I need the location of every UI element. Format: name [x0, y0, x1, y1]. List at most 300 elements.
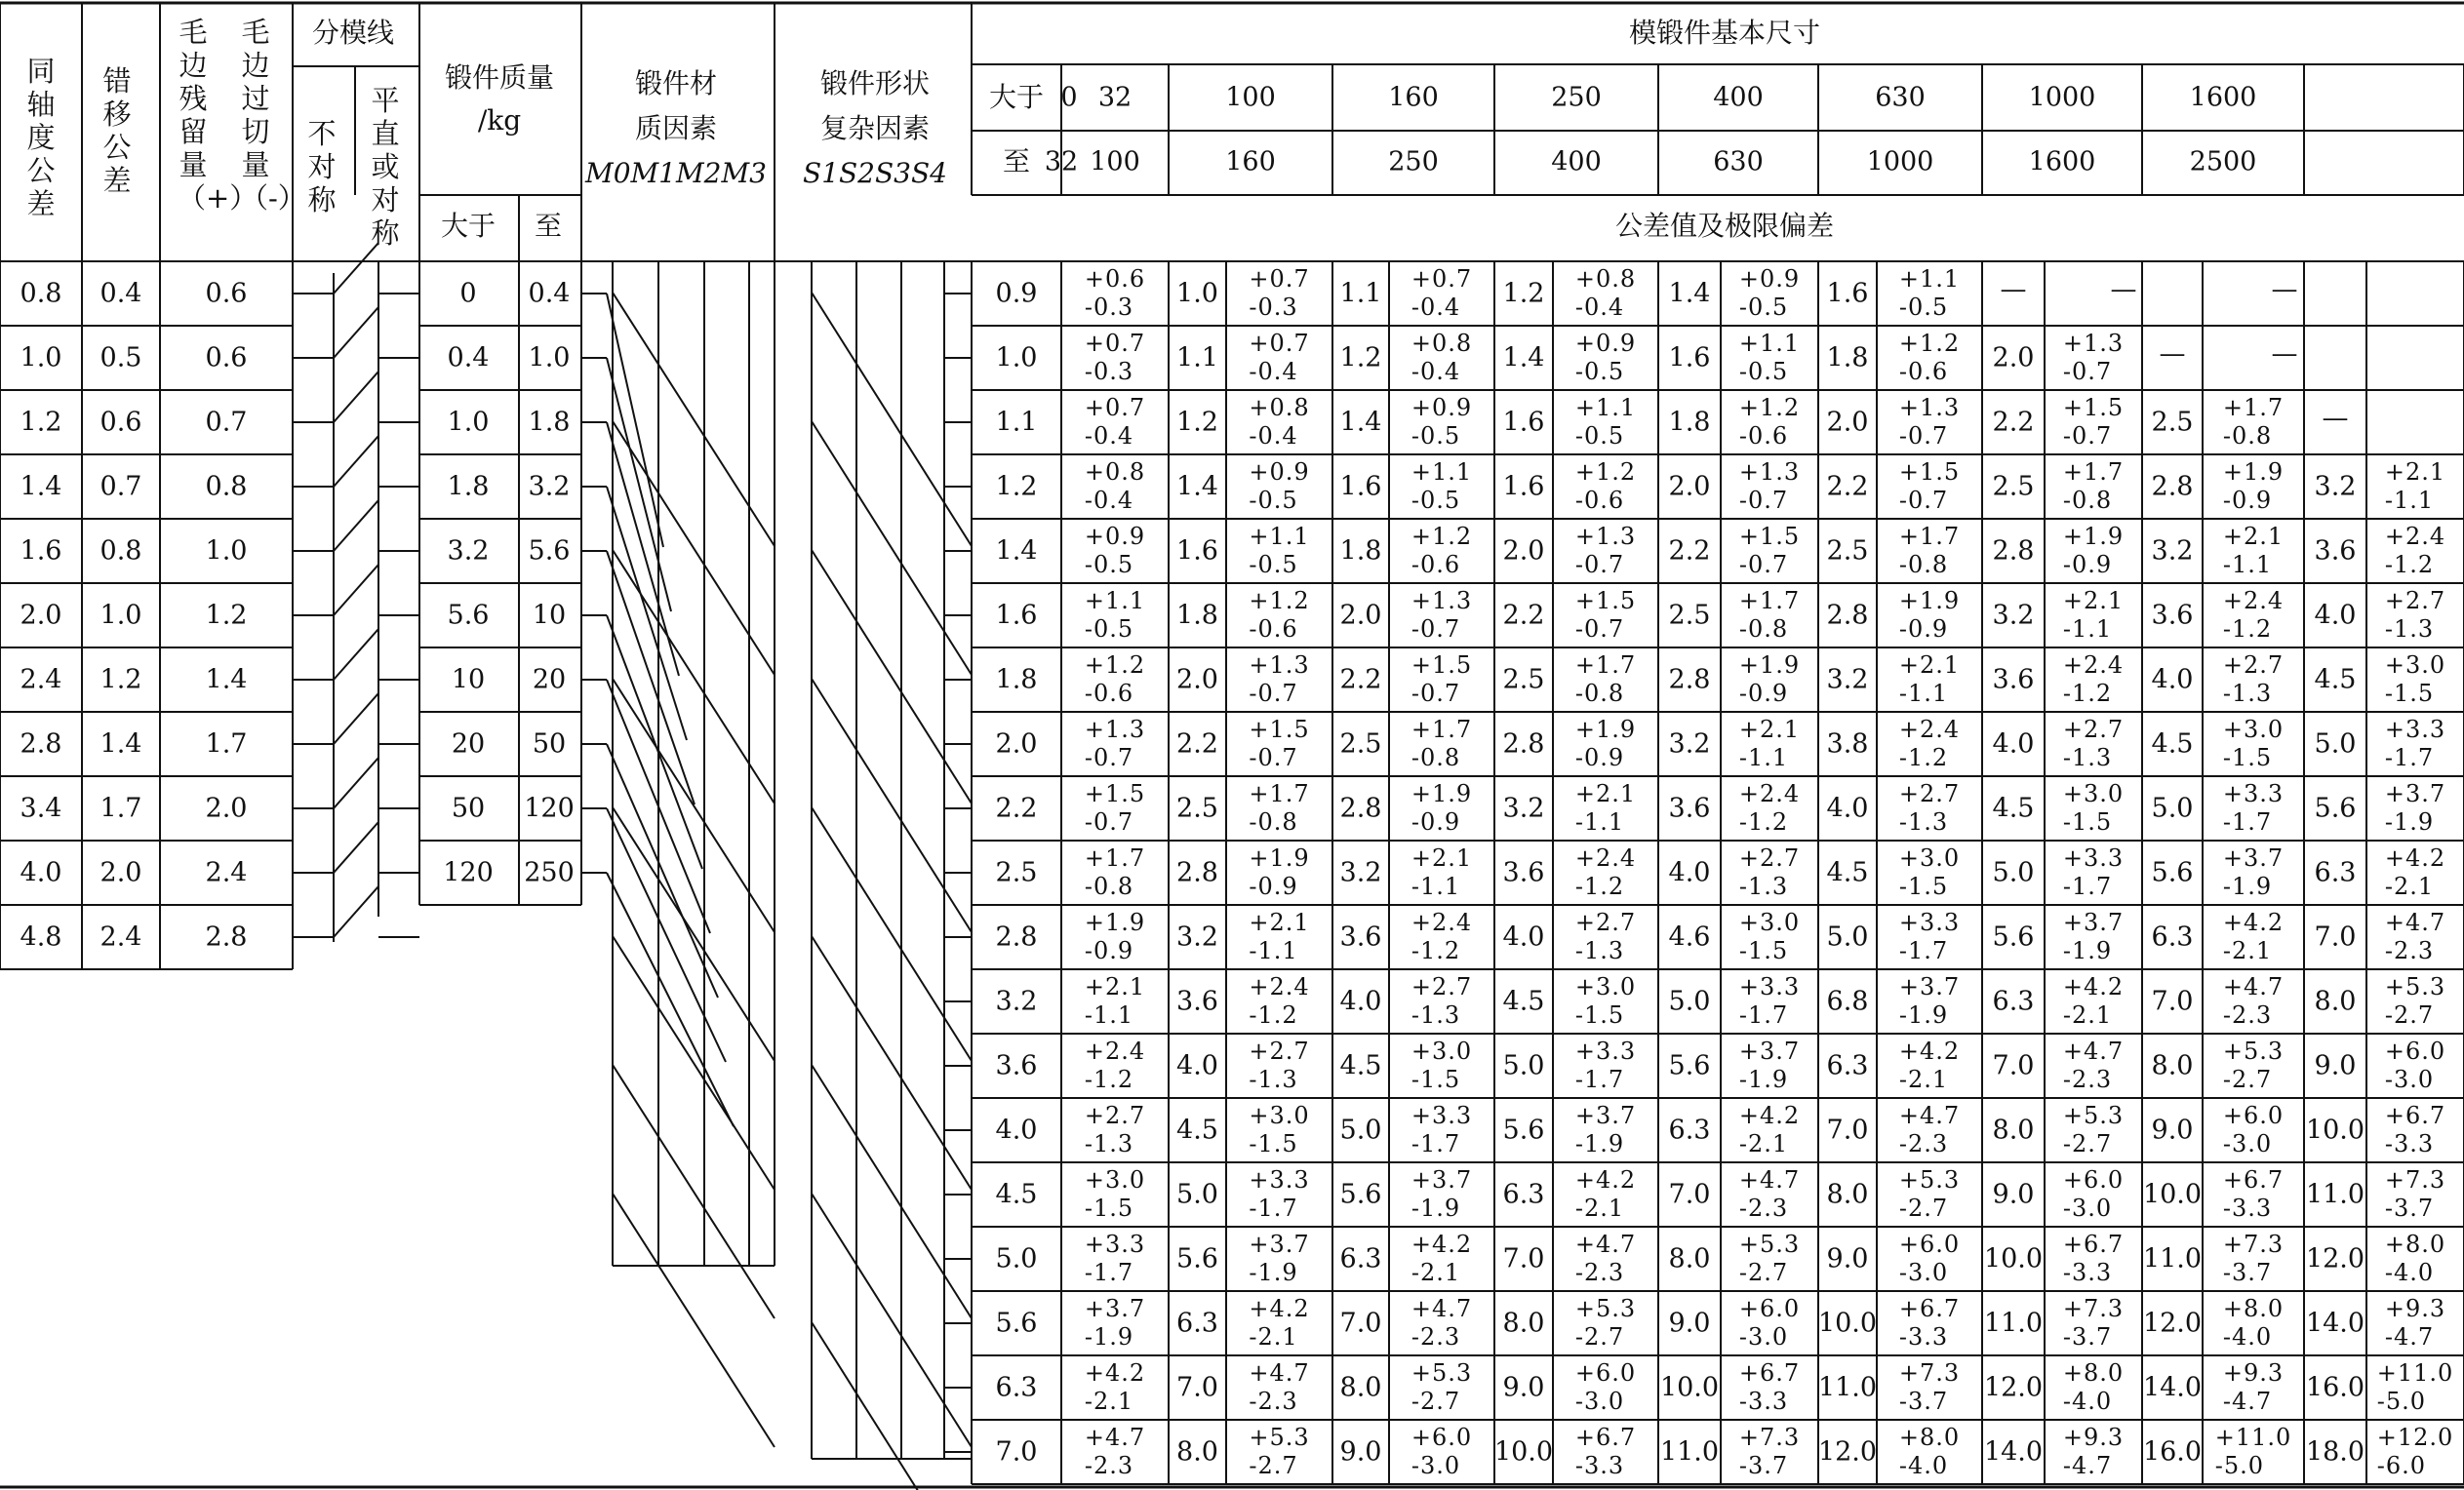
- lower-deviation: -2.1: [1249, 1323, 1298, 1351]
- tolerance-value: 1.2: [1502, 278, 1545, 309]
- tolerance-deviation: [1575, 1102, 1636, 1158]
- lower-deviation: -1.1: [2062, 615, 2113, 643]
- tolerance-value: 5.6: [2151, 857, 2194, 888]
- mass-over-value: 20: [451, 728, 486, 760]
- grid-line-122: [613, 936, 775, 1190]
- tolerance-value: 9.0: [1668, 1308, 1711, 1339]
- mass-to-value: 0.4: [528, 278, 571, 309]
- tolerance-value: 14.0: [2142, 1372, 2203, 1403]
- upper-deviation: +6.7: [1738, 1359, 1801, 1387]
- lower-deviation: -0.6: [1084, 680, 1134, 707]
- lower-deviation: -1.5: [2062, 808, 2113, 836]
- offset-value: 0.6: [99, 407, 142, 438]
- mass-over-value: 50: [451, 793, 486, 824]
- upper-deviation: +3.7: [2222, 844, 2285, 872]
- lower-deviation: -0.4: [1411, 294, 1461, 321]
- tolerance-deviation: [2223, 1166, 2284, 1223]
- tolerance-value: 5.0: [2151, 793, 2194, 824]
- grid-line-99: [607, 487, 687, 740]
- lower-deviation: -4.0: [2222, 1323, 2273, 1351]
- upper-deviation: +3.3: [2384, 716, 2446, 743]
- tolerance-deviation: [1411, 587, 1472, 644]
- header-shape-factors: S1S2S3S4: [803, 157, 947, 189]
- lower-deviation: -0.4: [1084, 487, 1134, 514]
- tolerance-deviation: [1739, 1231, 1800, 1287]
- lower-deviation: -6.0: [2376, 1452, 2427, 1479]
- size-to-value: 2500: [2189, 146, 2257, 177]
- header-flash-residual: 毛边残留量（+）: [178, 16, 258, 215]
- tolerance-value: 6.3: [2151, 921, 2194, 953]
- lower-deviation: -2.1: [1898, 1066, 1949, 1093]
- lower-deviation: -0.7: [1084, 744, 1134, 771]
- upper-deviation: +2.7: [1249, 1038, 1310, 1065]
- tolerance-value: 6.3: [1826, 1050, 1869, 1081]
- tolerance-value: 10.0: [2142, 1179, 2203, 1210]
- lower-deviation: -3.0: [2062, 1195, 2113, 1222]
- tolerance-dash: —: [2000, 274, 2027, 305]
- tolerance-row-lead: 1.1: [995, 407, 1038, 438]
- tolerance-row-lead: 2.5: [995, 857, 1038, 888]
- tolerance-deviation: [1899, 844, 1960, 901]
- tolerance-row-lead: 5.0: [995, 1243, 1038, 1274]
- grid-line-56: [334, 500, 378, 551]
- lower-deviation: -0.9: [1249, 873, 1298, 900]
- tolerance-deviation: [1249, 330, 1309, 386]
- lower-deviation: -1.9: [2222, 873, 2273, 900]
- header-flash-trim: 毛边过切量（-）: [240, 16, 306, 215]
- upper-deviation: +1.5: [1411, 651, 1473, 679]
- tolerance-dash: —: [2159, 338, 2186, 370]
- upper-deviation: +5.3: [1738, 1231, 1801, 1258]
- lower-deviation: -1.2: [1249, 1001, 1298, 1029]
- lower-deviation: -1.5: [1249, 1130, 1298, 1157]
- lower-deviation: -2.3: [1411, 1323, 1461, 1351]
- grid-line-65: [334, 693, 378, 744]
- tolerance-row-lead: 6.3: [995, 1372, 1038, 1403]
- tolerance-value: 2.5: [1176, 793, 1218, 824]
- tolerance-value: 14.0: [2305, 1308, 2365, 1339]
- tolerance-dash: —: [2322, 403, 2349, 434]
- tolerance-value: 5.0: [1668, 986, 1711, 1017]
- lower-deviation: -0.9: [1084, 937, 1134, 964]
- lower-deviation: -0.7: [1738, 487, 1789, 514]
- upper-deviation: +6.0: [2384, 1038, 2446, 1065]
- tolerance-dash: —: [2271, 274, 2298, 305]
- lower-deviation: -1.2: [2222, 615, 2273, 643]
- tolerance-row-lead: 4.5: [995, 1179, 1038, 1210]
- tolerance-deviation: [1249, 651, 1309, 708]
- tolerance-deviation: [1249, 1231, 1309, 1287]
- upper-deviation: +0.9: [1574, 330, 1637, 357]
- upper-deviation: +7.3: [2384, 1166, 2446, 1194]
- upper-deviation: +3.7: [2384, 780, 2446, 807]
- lower-deviation: -1.3: [2384, 615, 2435, 643]
- tolerance-deviation: [1739, 1038, 1800, 1094]
- upper-deviation: +0.9: [1084, 523, 1146, 550]
- upper-deviation: +3.7: [1898, 973, 1961, 1000]
- tolerance-deviation: [2223, 394, 2284, 451]
- upper-deviation: +0.8: [1084, 458, 1146, 486]
- tolerance-deviation: [1085, 1166, 1145, 1223]
- tolerance-value: 5.0: [1176, 1179, 1218, 1210]
- size-to-value: 1600: [2028, 146, 2096, 177]
- flash-value: 1.4: [205, 664, 248, 695]
- tolerance-value: 1.2: [1339, 342, 1382, 373]
- tolerance-row-lead: 1.6: [995, 600, 1038, 631]
- size-over-value: 630: [1875, 82, 1926, 113]
- header-mass-unit: /kg: [477, 104, 522, 137]
- mass-over-value: 120: [443, 857, 494, 888]
- lower-deviation: -1.9: [2062, 937, 2113, 964]
- lower-deviation: -0.3: [1249, 294, 1298, 321]
- grid-line-50: [334, 372, 378, 422]
- lower-deviation: -3.0: [1898, 1259, 1949, 1286]
- tolerance-value: 2.2: [1992, 407, 2035, 438]
- tolerance-row-lead: 2.2: [995, 793, 1038, 824]
- tolerance-deviation: [1249, 1166, 1309, 1223]
- lower-deviation: -1.7: [1738, 1001, 1789, 1029]
- upper-deviation: +6.0: [2222, 1102, 2285, 1129]
- tolerance-deviation: [2063, 394, 2124, 451]
- tolerance-value: 3.2: [1339, 857, 1382, 888]
- lower-deviation: -3.0: [2222, 1130, 2273, 1157]
- lower-deviation: -3.7: [2062, 1323, 2113, 1351]
- header-material-title-1: 锻件材: [634, 67, 718, 99]
- tolerance-deviation: [2223, 716, 2284, 772]
- lower-deviation: -0.8: [1738, 615, 1789, 643]
- lower-deviation: -1.1: [1249, 937, 1298, 964]
- tolerance-value: 10.0: [1817, 1308, 1878, 1339]
- tolerance-deviation: [2063, 1102, 2124, 1158]
- tolerance-deviation: [2223, 1038, 2284, 1094]
- lower-deviation: -1.3: [1738, 873, 1789, 900]
- upper-deviation: +0.6: [1084, 265, 1146, 293]
- tolerance-deviation: [1411, 1166, 1472, 1223]
- lower-deviation: -1.7: [1084, 1259, 1134, 1286]
- lower-deviation: -0.3: [1084, 358, 1134, 385]
- coaxial-value: 1.6: [20, 535, 62, 567]
- tolerance-deviation: [1411, 523, 1472, 579]
- header-parting-line: 分模线: [311, 17, 395, 49]
- tolerance-dash: —: [2110, 274, 2137, 305]
- lower-deviation: -0.9: [1574, 744, 1625, 771]
- tolerance-deviation: [1085, 909, 1145, 965]
- tolerance-value: 4.5: [1826, 857, 1869, 888]
- lower-deviation: -2.7: [1411, 1388, 1461, 1415]
- tolerance-deviation: [2223, 909, 2284, 965]
- upper-deviation: +7.3: [1738, 1424, 1801, 1451]
- tolerance-deviation: [2063, 1359, 2124, 1416]
- upper-deviation: +3.3: [2222, 780, 2285, 807]
- upper-deviation: +1.5: [1898, 458, 1961, 486]
- tolerance-row-lead: 7.0: [995, 1436, 1038, 1468]
- tolerance-value: 11.0: [2305, 1179, 2365, 1210]
- tolerance-value: 4.0: [1502, 921, 1545, 953]
- upper-deviation: +2.7: [1738, 844, 1801, 872]
- tolerance-deviation: [2063, 458, 2124, 515]
- size-over-value: 1600: [2189, 82, 2257, 113]
- tolerance-value: 1.8: [1176, 600, 1218, 631]
- upper-deviation: +3.7: [2062, 909, 2125, 936]
- tolerance-deviation: [2063, 587, 2124, 644]
- upper-deviation: +1.9: [1249, 844, 1310, 872]
- upper-deviation: +3.3: [1738, 973, 1801, 1000]
- upper-deviation: +1.7: [1898, 523, 1961, 550]
- lower-deviation: -0.5: [1574, 422, 1625, 450]
- upper-deviation: +2.7: [2062, 716, 2125, 743]
- tolerance-value: 11.0: [1817, 1372, 1878, 1403]
- grid-line-107: [607, 744, 718, 998]
- tolerance-value: 2.5: [2151, 407, 2194, 438]
- upper-deviation: +4.7: [2384, 909, 2446, 936]
- mass-to-value: 250: [524, 857, 575, 888]
- upper-deviation: +4.2: [1084, 1359, 1146, 1387]
- lower-deviation: -0.7: [1411, 680, 1461, 707]
- header-size-title: 模锻件基本尺寸: [1628, 17, 1821, 49]
- lower-deviation: -0.5: [1411, 487, 1461, 514]
- upper-deviation: +1.2: [1084, 651, 1146, 679]
- coaxial-value: 1.2: [20, 407, 62, 438]
- size-to-value: 32: [1044, 146, 1079, 177]
- tolerance-value: 3.8: [1826, 728, 1869, 760]
- upper-deviation: +1.9: [1574, 716, 1637, 743]
- lower-deviation: -3.0: [1574, 1388, 1625, 1415]
- grid-line-71: [334, 822, 378, 873]
- lower-deviation: -2.3: [2222, 1001, 2273, 1029]
- header-shape-title-1: 锻件形状: [819, 67, 931, 99]
- upper-deviation: +12.0: [2376, 1424, 2454, 1451]
- lower-deviation: -1.1: [1738, 744, 1789, 771]
- lower-deviation: -1.1: [2384, 487, 2435, 514]
- mass-over-value: 1.0: [447, 407, 490, 438]
- offset-value: 1.7: [99, 793, 142, 824]
- header-size-to: 至: [1002, 145, 1031, 177]
- lower-deviation: -2.1: [2222, 937, 2273, 964]
- upper-deviation: +4.2: [2222, 909, 2285, 936]
- tolerance-deviation: [1575, 1038, 1636, 1094]
- lower-deviation: -2.7: [1249, 1452, 1298, 1479]
- tolerance-value: 5.6: [1502, 1115, 1545, 1146]
- coaxial-value: 2.8: [20, 728, 62, 760]
- flash-value: 1.2: [205, 600, 248, 631]
- tolerance-value: 9.0: [1502, 1372, 1545, 1403]
- lower-deviation: -2.1: [2062, 1001, 2113, 1029]
- lower-deviation: -1.5: [1411, 1066, 1461, 1093]
- tolerance-value: 5.0: [1826, 921, 1869, 953]
- lower-deviation: -0.5: [1411, 422, 1461, 450]
- tolerance-value: 18.0: [2305, 1436, 2365, 1468]
- upper-deviation: +1.9: [1898, 587, 1961, 614]
- upper-deviation: +0.7: [1249, 265, 1310, 293]
- upper-deviation: +1.1: [1574, 394, 1637, 421]
- tolerance-deviation: [1249, 973, 1309, 1030]
- lower-deviation: -5.0: [2214, 1452, 2265, 1479]
- tolerance-deviation: [2385, 523, 2445, 579]
- mass-to-value: 3.2: [528, 471, 571, 502]
- tolerance-value: 3.2: [1176, 921, 1218, 953]
- tolerance-value: 3.2: [1668, 728, 1711, 760]
- upper-deviation: +1.2: [1249, 587, 1310, 614]
- lower-deviation: -1.5: [1084, 1195, 1134, 1222]
- upper-deviation: +1.9: [2062, 523, 2125, 550]
- tolerance-value: 1.4: [1339, 407, 1382, 438]
- tolerance-row-lead: 1.0: [995, 342, 1038, 373]
- lower-deviation: -0.5: [1084, 551, 1134, 578]
- tolerance-deviation: [1575, 1166, 1636, 1223]
- grid-line-93: [607, 294, 663, 547]
- lower-deviation: -1.9: [1084, 1323, 1134, 1351]
- tolerance-value: 6.3: [1992, 986, 2035, 1017]
- tolerance-value: 2.8: [1826, 600, 1869, 631]
- tolerance-deviation: [1085, 651, 1145, 708]
- lower-deviation: -1.5: [2222, 744, 2273, 771]
- lower-deviation: -1.2: [2062, 680, 2113, 707]
- tolerance-value: 5.6: [1176, 1243, 1218, 1274]
- tolerance-deviation: [2063, 330, 2124, 386]
- upper-deviation: +1.5: [1574, 587, 1637, 614]
- mass-over-value: 0: [459, 278, 477, 309]
- tolerance-deviation: [1411, 1038, 1472, 1094]
- tolerance-value: 2.0: [1502, 535, 1545, 567]
- tolerance-deviation: [2385, 1231, 2445, 1287]
- lower-deviation: -0.8: [1411, 744, 1461, 771]
- tolerance-deviation: [1411, 1424, 1472, 1480]
- upper-deviation: +5.3: [1411, 1359, 1473, 1387]
- lower-deviation: -2.1: [1738, 1130, 1789, 1157]
- lower-deviation: -3.7: [1738, 1452, 1789, 1479]
- tolerance-row-lead: 0.9: [995, 278, 1038, 309]
- upper-deviation: +1.5: [2062, 394, 2125, 421]
- tolerance-deviation: [1739, 1424, 1800, 1480]
- flash-value: 1.0: [205, 535, 248, 567]
- lower-deviation: -1.2: [1898, 744, 1949, 771]
- tolerance-deviation: [1411, 265, 1472, 322]
- upper-deviation: +2.7: [1411, 973, 1473, 1000]
- header-material-factors: M0M1M2M3: [585, 157, 767, 189]
- lower-deviation: -0.7: [2062, 358, 2113, 385]
- tolerance-value: 9.0: [1339, 1436, 1382, 1468]
- header-asymmetric: 不对称: [307, 117, 337, 216]
- upper-deviation: +1.1: [1738, 330, 1801, 357]
- lower-deviation: -1.9: [1411, 1195, 1461, 1222]
- upper-deviation: +11.0: [2376, 1359, 2454, 1387]
- flash-value: 2.4: [205, 857, 248, 888]
- header-flat-or-symmetric: 平直或对称: [371, 84, 400, 250]
- tolerance-value: 5.6: [1992, 921, 2035, 953]
- upper-deviation: +1.7: [1249, 780, 1310, 807]
- lower-deviation: -0.6: [1574, 487, 1625, 514]
- upper-deviation: +1.5: [1084, 780, 1146, 807]
- tolerance-deviation: [2063, 1424, 2124, 1480]
- upper-deviation: +0.8: [1411, 330, 1473, 357]
- tolerance-value: 5.0: [2314, 728, 2357, 760]
- tolerance-value: 8.0: [1176, 1436, 1218, 1468]
- lower-deviation: -0.6: [1898, 358, 1949, 385]
- size-to-value: 400: [1551, 146, 1602, 177]
- tolerance-deviation: [1411, 330, 1472, 386]
- tolerance-deviation: [1085, 1359, 1145, 1416]
- offset-value: 1.0: [99, 600, 142, 631]
- lower-deviation: -2.1: [1411, 1259, 1461, 1286]
- tolerance-deviation: [1411, 1102, 1472, 1158]
- tolerance-value: 12.0: [1983, 1372, 2044, 1403]
- tolerance-value: 16.0: [2305, 1372, 2365, 1403]
- tolerance-deviation: [1085, 1424, 1145, 1480]
- upper-deviation: +2.4: [1898, 716, 1961, 743]
- tolerance-deviation: [1739, 909, 1800, 965]
- tolerance-deviation: [1575, 844, 1636, 901]
- size-over-value: 100: [1225, 82, 1276, 113]
- lower-deviation: -0.7: [1249, 680, 1298, 707]
- tolerance-deviation: [2063, 780, 2124, 837]
- grid-line-124: [613, 1194, 775, 1447]
- grid-line-111: [607, 873, 734, 1126]
- lower-deviation: -0.4: [1249, 422, 1298, 450]
- tolerance-deviation: [1899, 394, 1960, 451]
- mass-over-value: 1.8: [447, 471, 490, 502]
- lower-deviation: -0.9: [1898, 615, 1949, 643]
- tolerance-deviation: [1575, 651, 1636, 708]
- upper-deviation: +1.3: [1084, 716, 1146, 743]
- tolerance-deviation: [2385, 716, 2445, 772]
- tolerance-row-lead: 1.4: [995, 535, 1038, 567]
- tolerance-value: 11.0: [1659, 1436, 1720, 1468]
- tolerance-deviation: [1899, 458, 1960, 515]
- header-offset-tolerance: 错移公差: [102, 64, 132, 197]
- upper-deviation: +6.7: [2062, 1231, 2125, 1258]
- tolerance-value: 2.5: [1339, 728, 1382, 760]
- upper-deviation: +3.0: [2062, 780, 2125, 807]
- tolerance-value: 3.2: [1502, 793, 1545, 824]
- tolerance-deviation: [2223, 1102, 2284, 1158]
- upper-deviation: +2.4: [1574, 844, 1637, 872]
- lower-deviation: -0.8: [1574, 680, 1625, 707]
- lower-deviation: -0.5: [1898, 294, 1949, 321]
- tolerance-deviation: [1575, 394, 1636, 451]
- tolerance-value: 3.2: [2314, 471, 2357, 502]
- upper-deviation: +6.7: [2222, 1166, 2285, 1194]
- tolerance-deviation: [1575, 780, 1636, 837]
- tolerance-value: 8.0: [1339, 1372, 1382, 1403]
- mass-over-value: 5.6: [447, 600, 490, 631]
- tolerance-value: 2.2: [1176, 728, 1218, 760]
- tolerance-deviation: [2223, 587, 2284, 644]
- lower-deviation: -0.8: [2062, 487, 2113, 514]
- header-shape-title-2: 复杂因素: [819, 112, 931, 144]
- grid-line-119: [613, 550, 775, 804]
- tolerance-value: 1.6: [1176, 535, 1218, 567]
- tolerance-deviation: [2377, 1424, 2454, 1480]
- tolerance-deviation: [1739, 651, 1800, 708]
- flash-value: 0.6: [205, 342, 248, 373]
- tolerance-value: 6.8: [1826, 986, 1869, 1017]
- tolerance-deviation: [1411, 716, 1472, 772]
- tolerance-row-lead: 2.8: [995, 921, 1038, 953]
- lower-deviation: -1.3: [1084, 1130, 1134, 1157]
- tolerance-value: 3.2: [2151, 535, 2194, 567]
- flash-value: 0.8: [205, 471, 248, 502]
- tolerance-deviation: [2063, 523, 2124, 579]
- upper-deviation: +0.9: [1411, 394, 1473, 421]
- tolerance-value: 8.0: [1992, 1115, 2035, 1146]
- lower-deviation: -2.7: [2384, 1001, 2435, 1029]
- upper-deviation: +4.7: [1738, 1166, 1801, 1194]
- upper-deviation: +3.3: [1411, 1102, 1473, 1129]
- lower-deviation: -0.5: [1738, 294, 1789, 321]
- tolerance-deviation: [1249, 1102, 1309, 1158]
- tolerance-deviation: [1899, 330, 1960, 386]
- tolerance-value: 4.5: [1502, 986, 1545, 1017]
